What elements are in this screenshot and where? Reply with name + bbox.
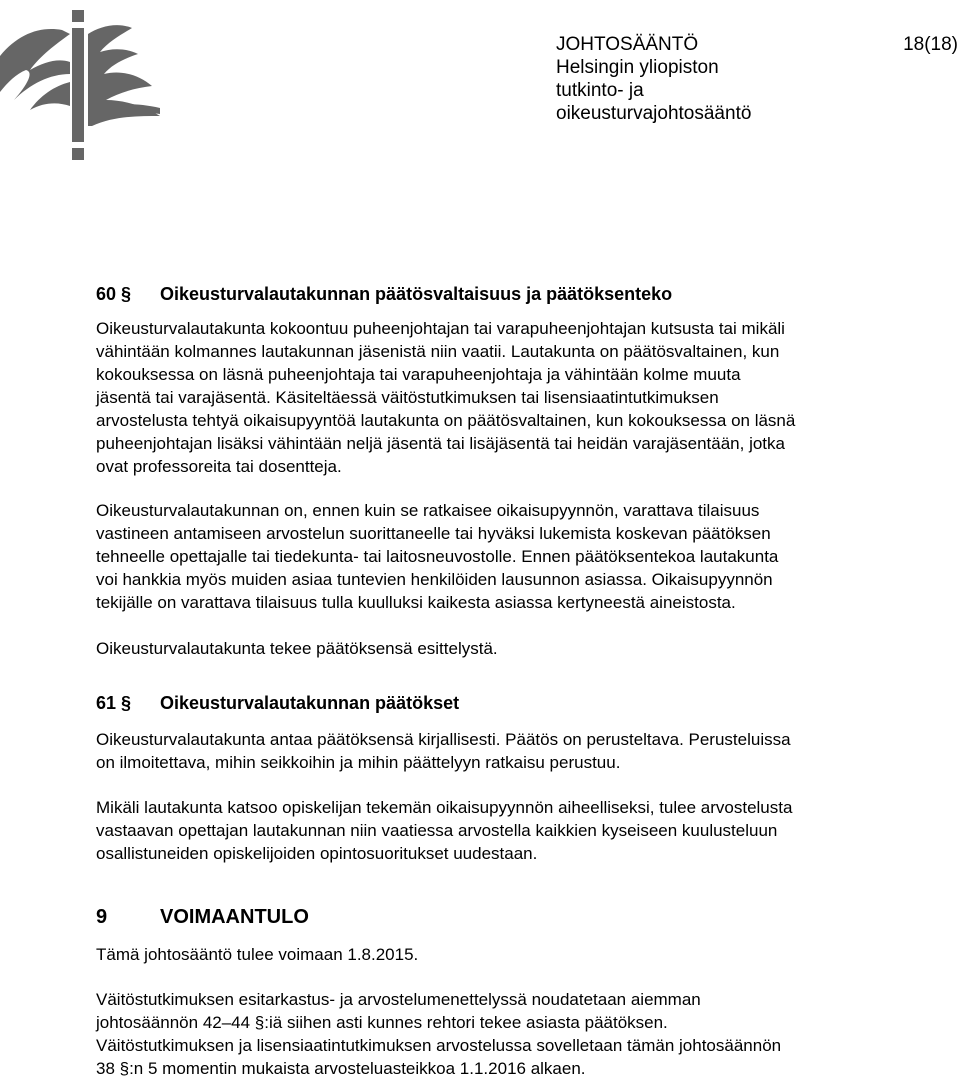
text-line: tehneelle opettajalle tai tiedekunta- tai laitosneuvostolle. Ennen päätöksentekoa lautakunta	[96, 547, 779, 566]
text-line: Oikeusturvalautakunta antaa päätöksensä kirjallisesti. Päätös on perusteltava. Perusteluissa	[96, 730, 791, 749]
text-line: vähintään kolmannes lautakunnan jäsenistä niin vaatii. Lautakunta on päätösvaltainen, kun	[96, 342, 780, 361]
text-line: on ilmoitettava, mihin seikkoihin ja mihin päättelyyn ratkaisu perustuu.	[96, 753, 621, 772]
section-60-paragraph-3	[96, 637, 916, 660]
document-name-line-1: tutkinto- ja	[556, 80, 644, 101]
text-line: puheenjohtajan lisäksi vähintään neljä jäsentä tai lisäjäsentä tai heidän varajäsentään, jotka	[96, 434, 785, 453]
text-line: vastineen antamiseen arvostelun suorittaneelle tai hyväksi lukemista koskevan päätöksen	[96, 524, 771, 543]
section-title: Oikeusturvalautakunnan päätösvaltaisuus ja päätöksenteko	[160, 284, 673, 304]
section-60-paragraph-1	[96, 317, 916, 478]
chapter-9-heading	[96, 906, 309, 929]
text-line: osallistuneiden opiskelijoiden opintosuoritukset uudestaan.	[96, 844, 538, 863]
text-line: kokouksessa on läsnä puheenjohtaja tai varapuheenjohtaja ja vähintään kolme muuta	[96, 365, 741, 384]
text-line: 38 §:n 5 momentin mukaista arvosteluasteikkoa 1.1.2016 alkaen.	[96, 1059, 586, 1078]
text-line: Väitöstutkimuksen esitarkastus- ja arvostelumenettelyssä noudatetaan aiemman	[96, 990, 701, 1009]
document-name-line-2: oikeusturvajohtosääntö	[556, 103, 752, 124]
chapter-9-paragraph-2	[96, 988, 916, 1080]
section-61-paragraph-2	[96, 796, 916, 865]
text-line: vastaavan opettajan lautakunnan niin vaatiessa arvostella kaikkien kyseiseen kuulusteluun	[96, 821, 778, 840]
text-line: Oikeusturvalautakunnan on, ennen kuin se ratkaisee oikaisupyynnön, varattava tilaisuus	[96, 501, 760, 520]
section-title: Oikeusturvalautakunnan päätökset	[160, 693, 460, 713]
text-line: Tämä johtosääntö tulee voimaan 1.8.2015.	[96, 945, 419, 964]
section-60-heading	[96, 284, 672, 305]
document-type: JOHTOSÄÄNTÖ	[556, 34, 699, 55]
section-number: 61 §	[96, 693, 132, 713]
chapter-9-paragraph-1	[96, 943, 916, 966]
text-line: Väitöstutkimuksen ja lisensiaatintutkimuksen arvostelussa sovelletaan tämän johtosäännön	[96, 1036, 782, 1055]
text-line: jäsentä tai varajäsentä. Käsiteltäessä väitöstutkimuksen tai lisensiaatintutkimuksen	[96, 388, 719, 407]
chapter-title: VOIMAANTULO	[160, 906, 309, 928]
text-line: ovat professoreita tai dosentteja.	[96, 457, 342, 476]
text-line: arvostelusta tehtyä oikaisupyyntöä lautakunta on päätösvaltainen, kun kokouksessa on läsnä	[96, 411, 796, 430]
text-line: johtosäännön 42–44 §:iä siihen asti kunnes rehtori tekee asiasta päätöksen.	[96, 1013, 668, 1032]
university-of-helsinki-flame-logo	[0, 4, 168, 168]
organization-name: Helsingin yliopiston	[556, 57, 719, 78]
section-61-paragraph-1	[96, 728, 916, 774]
text-line: Oikeusturvalautakunta tekee päätöksensä esittelystä.	[96, 639, 498, 658]
text-line: tekijälle on varattava tilaisuus tulla kuulluksi kaikesta asiassa kertyneestä aineistosta.	[96, 593, 736, 612]
text-line: Oikeusturvalautakunta kokoontuu puheenjohtajan tai varapuheenjohtajan kutsusta tai mikäli	[96, 319, 785, 338]
text-line: Mikäli lautakunta katsoo opiskelijan tekemän oikaisupyynnön aiheelliseksi, tulee arvostelusta	[96, 798, 793, 817]
section-60-paragraph-2	[96, 499, 916, 614]
text-line: voi hankkia myös muiden asiaa tuntevien henkilöiden lausunnon asiassa. Oikaisupyynnön	[96, 570, 773, 589]
section-61-heading	[96, 693, 459, 714]
chapter-number: 9	[96, 906, 108, 928]
section-number: 60 §	[96, 284, 132, 304]
page-number: 18(18)	[903, 34, 958, 55]
